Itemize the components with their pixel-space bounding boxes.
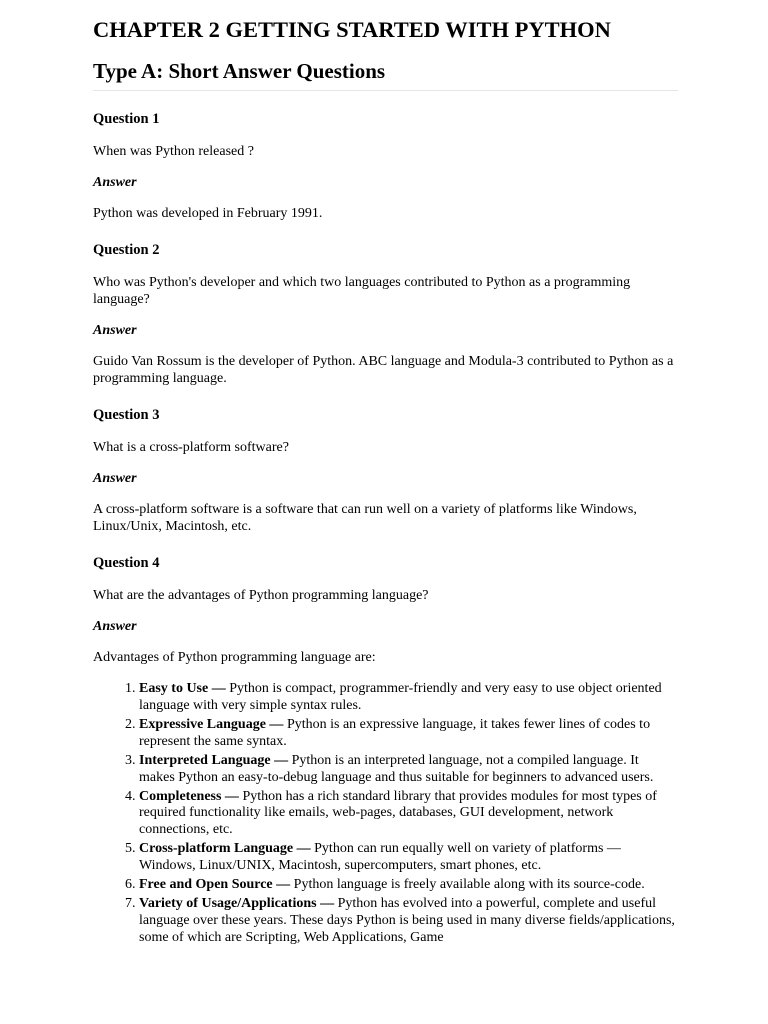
question-text: What is a cross-platform software? [93,440,289,455]
list-item [139,753,678,786]
advantage-term: Expressive Language — [139,716,284,732]
advantage-text: Python has evolved into a powerful, complete and useful language over these years. These days Python is being used in many diverse fields/applications, some of which are Scripting, Web Applications, Game [139,896,675,945]
question-heading: Question 3 [93,407,160,423]
advantage-term: Completeness — [139,788,239,804]
question-heading: Question 1 [93,111,160,127]
answer-label: Answer [93,175,137,190]
answer-text: Advantages of Python programming language are: [93,650,376,665]
section-title: Type A: Short Answer Questions [93,58,678,91]
question-heading: Question 2 [93,242,160,258]
document-page [93,16,678,949]
question-1 [93,111,678,222]
question-3 [93,407,678,535]
advantage-text: Python can run equally well on variety of platforms — Windows, Linux/UNIX, Macintosh, supercomputers, smart phones, etc. [139,841,621,874]
question-4 [93,555,678,666]
question-text: What are the advantages of Python programming language? [93,588,429,603]
question-heading: Question 4 [93,555,160,571]
answer-label: Answer [93,619,137,634]
advantage-text: Python language is freely available along with its source-code. [290,877,645,893]
advantage-term: Interpreted Language — [139,752,289,768]
question-text: Who was Python's developer and which two languages contributed to Python as a programming language? [93,275,631,307]
advantages-list [93,681,678,947]
chapter-title: CHAPTER 2 GETTING STARTED WITH PYTHON [93,17,611,42]
advantage-text: Python is an expressive language, it takes fewer lines of codes to represent the same syntax. [139,716,651,749]
question-2 [93,242,678,387]
advantage-text: Python has a rich standard library that provides modules for most types of required functionality like emails, web-pages, databases, GUI development, network connections, etc. [139,788,657,838]
answer-text: A cross-platform software is a software that can run well on a variety of platforms like Windows, Linux/Unix, Macintosh, etc. [93,502,637,534]
list-item [139,681,678,714]
advantage-term: Cross-platform Language — [139,841,311,857]
advantage-term: Easy to Use — [139,681,226,696]
answer-label: Answer [93,323,137,338]
list-item [139,877,678,894]
list-item [139,841,678,874]
answer-label: Answer [93,471,137,486]
advantage-text: Python is an interpreted language, not a compiled language. It makes Python an easy-to-debug language and thus suitable for beginners to advanced users. [139,752,654,785]
advantage-term: Free and Open Source — [139,877,291,893]
answer-text: Python was developed in February 1991. [93,206,323,221]
list-item [139,789,678,839]
answer-text: Guido Van Rossum is the developer of Python. ABC language and Modula-3 contributed to Python as a programming language. [93,354,674,386]
question-text: When was Python released ? [93,144,254,159]
advantage-text: Python is compact, programmer-friendly and very easy to use object oriented language with very simple syntax rules. [139,681,662,713]
advantage-term: Variety of Usage/Applications — [139,896,335,912]
list-item [139,896,678,946]
list-item [139,717,678,750]
